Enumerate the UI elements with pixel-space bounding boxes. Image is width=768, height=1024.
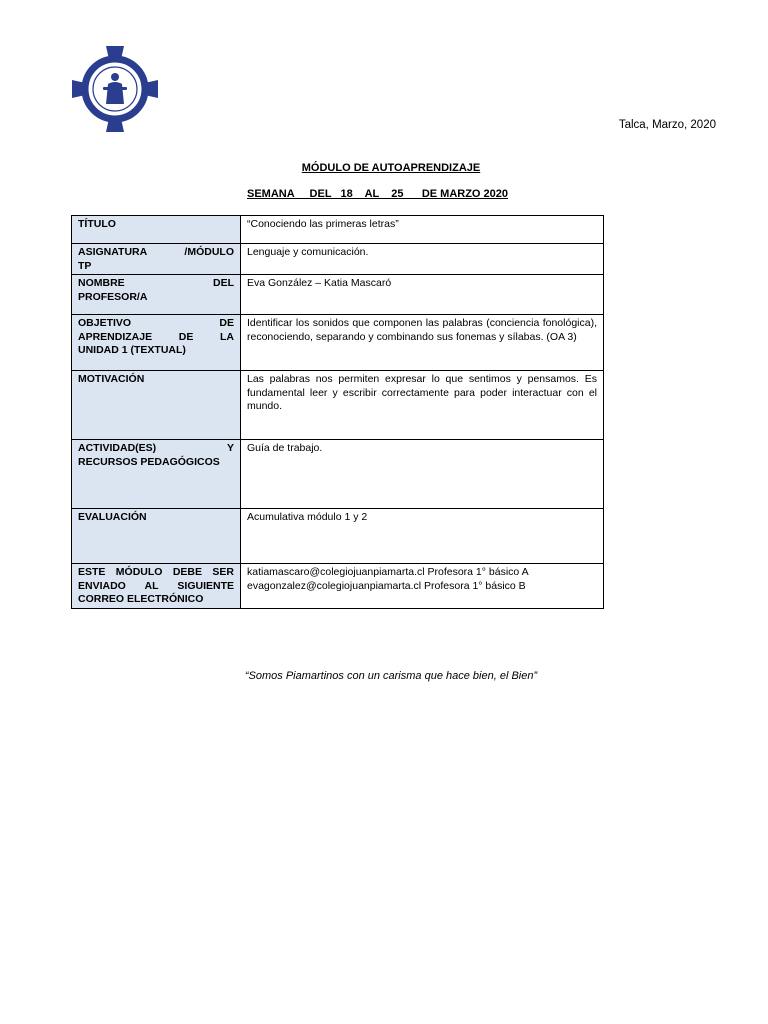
table-row xyxy=(72,371,604,440)
table-row xyxy=(72,275,604,315)
objetivo-label xyxy=(72,315,241,371)
profesor-label-line: PROFESOR/A xyxy=(78,290,148,303)
motivacion-label: MOTIVACIÓN xyxy=(72,371,241,440)
evaluacion-value: Acumulativa módulo 1 y 2 xyxy=(241,509,604,564)
table-row xyxy=(72,216,604,244)
asignatura-label xyxy=(72,244,241,275)
actividad-label-line: ACTIVIDAD(ES) Y xyxy=(78,442,234,454)
evaluacion-label: EVALUACIÓN xyxy=(72,509,241,564)
profesor-value: Eva González – Katia Mascaró xyxy=(241,275,604,315)
objetivo-label-line: OBJETIVO DE xyxy=(78,317,234,329)
actividad-value: Guía de trabajo. xyxy=(241,440,604,509)
titulo-label: TÍTULO xyxy=(72,216,241,244)
envio-value xyxy=(241,564,604,609)
envio-label-line: ESTE MÓDULO DEBE SER xyxy=(78,566,234,578)
actividad-label-line: RECURSOS PEDAGÓGICOS xyxy=(78,455,220,468)
envio-label-line: CORREO ELECTRÓNICO xyxy=(78,593,204,605)
motto: “Somos Piamartinos con un carisma que hace bien, el Bien” xyxy=(244,670,538,682)
week-range: SEMANA DEL 18 AL 25 DE MARZO 2020 xyxy=(247,188,509,200)
table-row xyxy=(72,440,604,509)
table-row xyxy=(72,564,604,609)
asignatura-value: Lenguaje y comunicación. xyxy=(241,244,604,275)
asignatura-label-line: TP xyxy=(78,259,92,272)
profesor-label xyxy=(72,275,241,315)
envio-label xyxy=(72,564,241,609)
profesor-label-line: NOMBRE DEL xyxy=(78,277,234,289)
titulo-value: “Conociendo las primeras letras” xyxy=(241,216,604,244)
table-row xyxy=(72,315,604,371)
table-row xyxy=(72,244,604,275)
objetivo-value: Identificar los sonidos que componen las palabras (conciencia fonológica), reconociendo, separando y combinando sus fonemas y sílabas. (OA 3) xyxy=(241,315,604,371)
objetivo-label-line: UNIDAD 1 (TEXTUAL) xyxy=(78,344,186,356)
school-logo xyxy=(70,44,160,134)
email-line[interactable]: katiamascaro@colegiojuanpiamarta.cl Profesora 1° básico A xyxy=(247,566,529,578)
envio-label-line: ENVIADO AL SIGUIENTE xyxy=(78,579,234,592)
document-title: MÓDULO DE AUTOAPRENDIZAJE xyxy=(301,162,481,174)
place-date: Talca, Marzo, 2020 xyxy=(618,119,716,131)
email-line[interactable]: evagonzalez@colegiojuanpiamarta.cl Profesora 1° básico B xyxy=(247,579,526,592)
objetivo-label-line: APRENDIZAJE DE LA xyxy=(78,330,234,343)
actividad-label xyxy=(72,440,241,509)
table-row xyxy=(72,509,604,564)
motivacion-value: Las palabras nos permiten expresar lo que sentimos y pensamos. Es fundamental leer y escribir correctamente para poder interactuar con el mundo. xyxy=(241,371,604,440)
asignatura-label-line: ASIGNATURA /MÓDULO xyxy=(78,246,234,258)
module-info-table xyxy=(71,215,604,609)
